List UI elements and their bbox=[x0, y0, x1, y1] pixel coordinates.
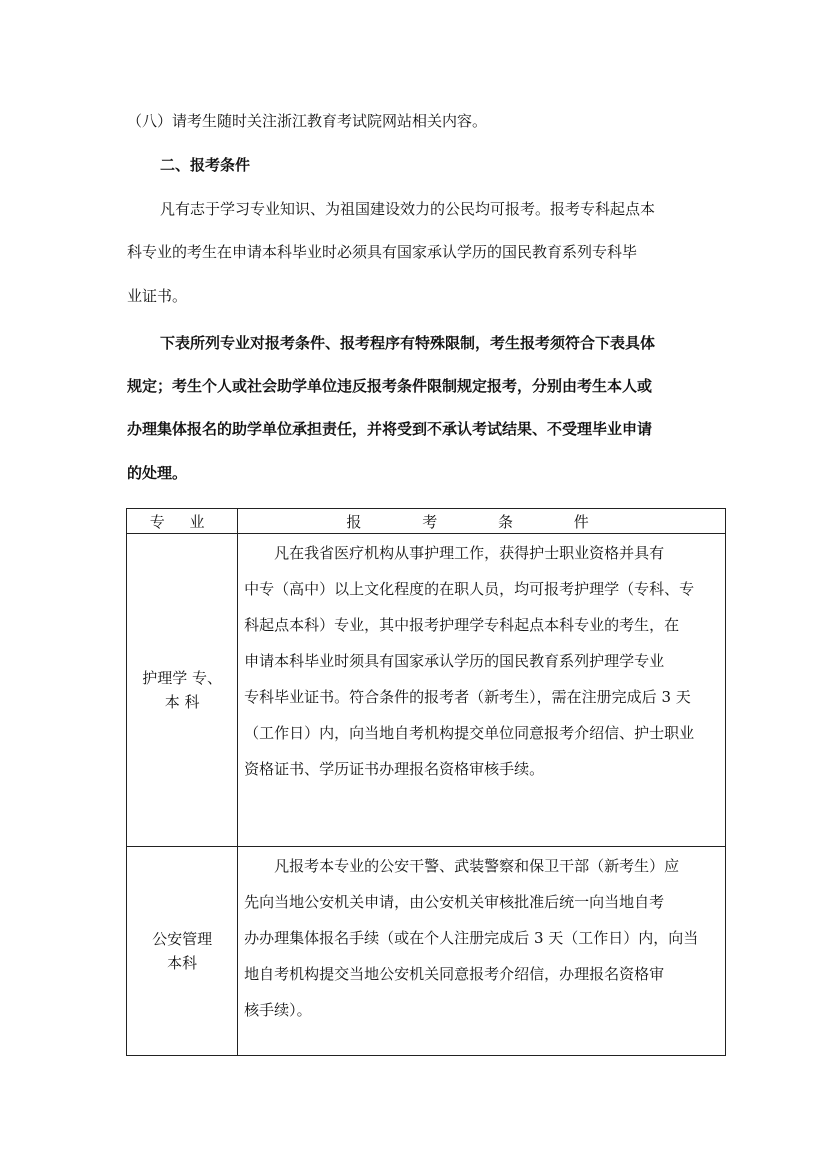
condition-line: （工作日）内，向当地自考机构提交单位同意报考介绍信、护士职业 bbox=[244, 724, 695, 742]
condition-line: 地自考机构提交当地公安机关同意报考介绍信，办理报名资格审 bbox=[244, 965, 665, 983]
table-row bbox=[127, 847, 726, 1056]
table-header-row bbox=[127, 509, 726, 534]
condition-line: 申请本科毕业时须具有国家承认学历的国民教育系列护理学专业 bbox=[244, 652, 665, 670]
item-8-paragraph: （八）请考生随时关注浙江教育考试院网站相关内容。 bbox=[127, 112, 488, 130]
condition-line: 办办理集体报名手续（或在个人注册完成后 3 天（工作日）内，向当 bbox=[244, 929, 699, 947]
conditions-cell-public-security bbox=[238, 847, 726, 1056]
major-line: 本 科 bbox=[164, 693, 200, 711]
condition-line: 科起点本科）专业，其中报考护理学专科起点本科专业的考生，在 bbox=[244, 616, 680, 634]
header-conditions bbox=[238, 509, 726, 534]
notice-line-3: 办理集体报名的助学单位承担责任，并将受到不承认考试结果、不受理毕业申请 bbox=[127, 420, 653, 438]
intro-line-2: 科专业的考生在申请本科毕业时必须具有国家承认学历的国民教育系列专科毕 bbox=[127, 243, 638, 261]
conditions-cell-nursing bbox=[238, 534, 726, 847]
major-cell-public-security bbox=[127, 847, 238, 1056]
condition-line: 先向当地公安机关申请，由公安机关审核批准后统一向当地自考 bbox=[244, 893, 665, 911]
header-major bbox=[127, 509, 238, 534]
major-line: 公安管理 bbox=[152, 930, 213, 948]
condition-line: 凡在我省医疗机构从事护理工作，获得护士职业资格并具有 bbox=[274, 544, 665, 562]
condition-line: 中专（高中）以上文化程度的在职人员，均可报考护理学（专科、专 bbox=[244, 580, 695, 598]
header-major-label: 专 业 bbox=[149, 512, 215, 531]
header-conditions-label: 报 考 条 件 bbox=[346, 512, 617, 531]
notice-line-1: 下表所列专业对报考条件、报考程序有特殊限制，考生报考须符合下表具体 bbox=[160, 334, 656, 352]
major-line: 本科 bbox=[167, 954, 198, 972]
intro-line-1: 凡有志于学习专业知识、为祖国建设效力的公民均可报考。报考专科起点本 bbox=[160, 200, 656, 218]
condition-line: 专科毕业证书。符合条件的报考者（新考生），需在注册完成后 3 天 bbox=[244, 688, 691, 706]
major-line: 护理学 专、 bbox=[142, 669, 222, 687]
table-row bbox=[127, 534, 726, 847]
condition-line: 凡报考本专业的公安干警、武装警察和保卫干部（新考生）应 bbox=[274, 857, 680, 875]
requirements-table bbox=[126, 508, 726, 1056]
condition-line: 核手续）。 bbox=[244, 1001, 312, 1019]
section-heading: 二、报考条件 bbox=[160, 156, 251, 174]
intro-line-3: 业证书。 bbox=[127, 287, 188, 305]
notice-line-2: 规定；考生个人或社会助学单位违反报考条件限制规定报考，分别由考生本人或 bbox=[127, 377, 653, 395]
major-cell-nursing bbox=[127, 534, 238, 847]
condition-line: 资格证书、学历证书办理报名资格审核手续。 bbox=[244, 760, 545, 778]
notice-line-4: 的处理。 bbox=[127, 464, 188, 482]
